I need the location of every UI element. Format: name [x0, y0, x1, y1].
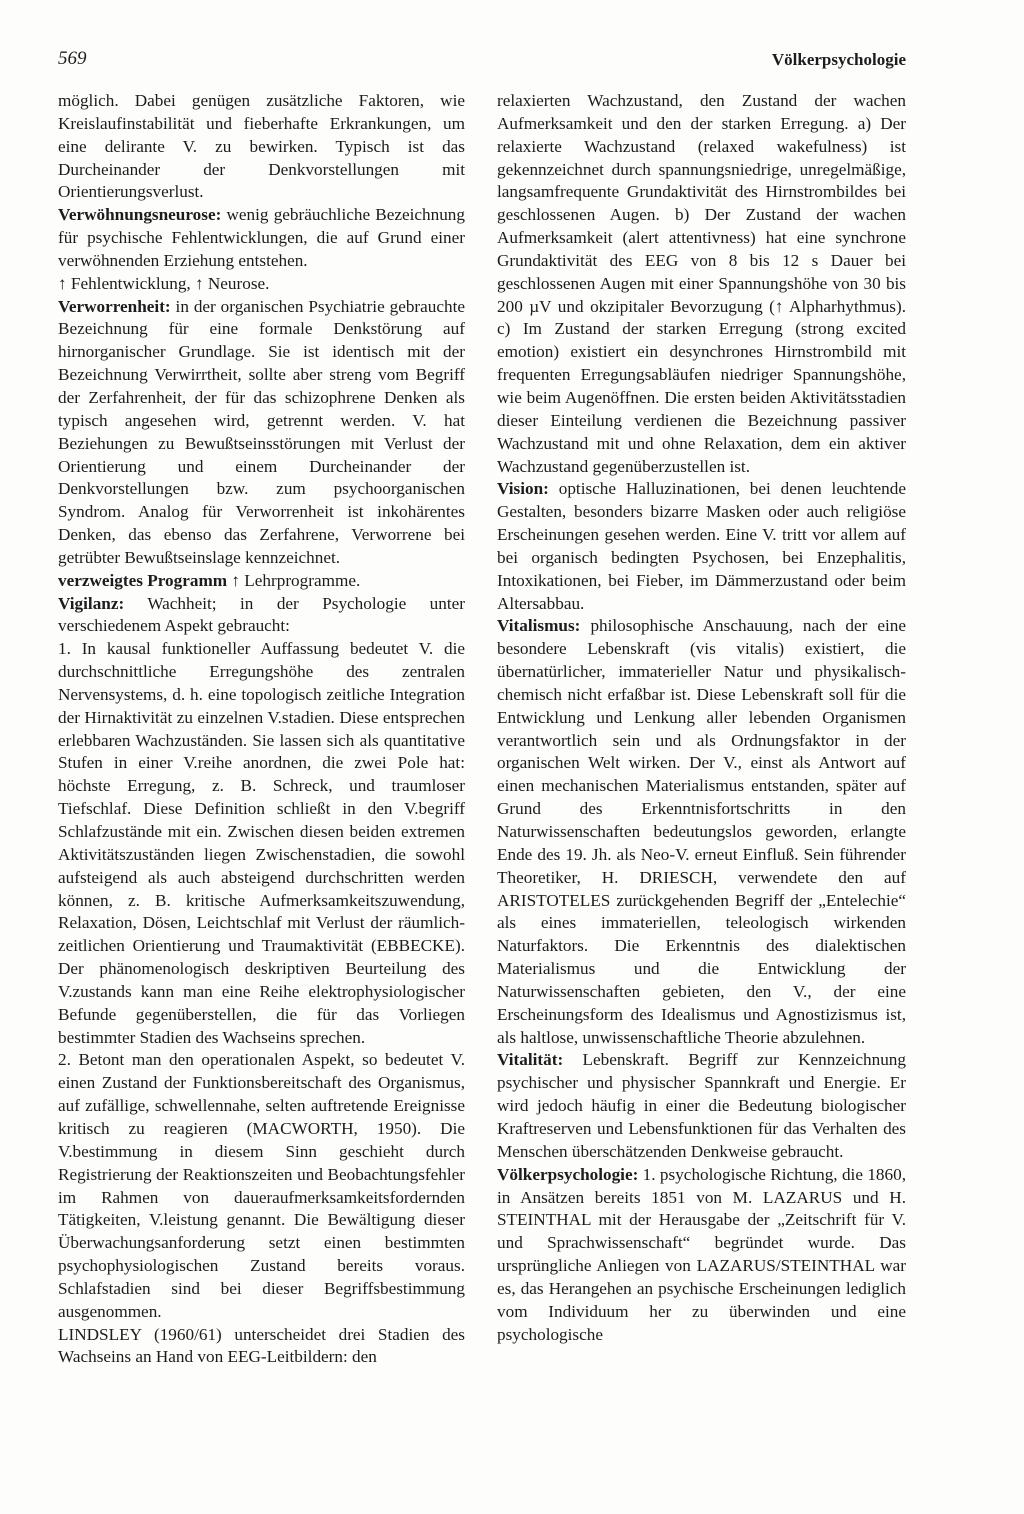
entry-paragraph: möglich. Dabei genügen zusätzliche Faktoren, wie Kreislaufinstabilität und fieberhafte Erkrankungen, um eine delirante V. zu bewirken. Typisch ist das Durcheinander der Denkvorstellungen mit Orientierungsverlust.: [58, 91, 465, 202]
entry-term: Vision:: [497, 479, 549, 499]
entry-paragraph: verzweigtes Programm ↑ Lehrprogramme.: [58, 570, 361, 590]
entry-term: Verwöhnungsneurose:: [58, 205, 222, 225]
entry-paragraph: Völkerpsychologie: 1. psychologische Richtung, die 1860, in Ansätzen bereits 1851 von M. LAZARUS und H. STEINTHAL mit der Herausgabe der „Zeitschrift für V. und Sprachwissenschaft“ begründet wurde. Das ursprüngliche Anliegen von LAZARUS/STEINTHAL war es, das Herangehen an psychische Erscheinungen lediglich vom Individuum her zu überwinden und eine psychologische: [497, 1164, 906, 1344]
left-column: [58, 90, 465, 1369]
entry-paragraph: 2. Betont man den operationalen Aspekt, so bedeutet V. einen Zustand der Funktionsbereitschaft des Organismus, auf zufällige, schwellennahe, selten auftretende Ereignisse kritisch zu reagieren (MACWORTH, 1950). Die V.bestimmung in diesem Sinn geschieht durch Registrierung der Reaktionszeiten und Beobachtungsfehler im Rahmen von daueraufmerksamkeitsfordernden Tätigkeiten, V.leistung genannt. Die Bewältigung dieser Überwachungsanforderung setzt einen bestimmten psychophysiologischen Zustand bereits voraus. Schlafstadien sind bei dieser Begriffsbestimmung ausgenommen.: [58, 1050, 465, 1321]
entry-paragraph: Vision: optische Halluzinationen, bei denen leuchtende Gestalten, besonders bizarre Masken oder auch religiöse Erscheinungen gesehen werden. Eine V. tritt vor allem auf bei organisch bedingten Psychosen, bei Enzephalitis, Intoxikationen, bei Fieber, im Dämmerzustand oder beim Altersabbau.: [497, 479, 906, 613]
right-column: [497, 90, 906, 1346]
entry-paragraph: ↑ Fehlentwicklung, ↑ Neurose.: [58, 273, 270, 293]
page-number: 569: [58, 48, 87, 69]
running-head: Völkerpsychologie: [771, 50, 906, 69]
entry-paragraph: Verwöhnungsneurose: wenig gebräuchliche Bezeichnung für psychische Fehlentwicklungen, die auf Grund einer verwöhnenden Erziehung entstehen.: [58, 205, 465, 270]
entry-term: Vitalismus:: [497, 616, 581, 636]
entry-paragraph: LINDSLEY (1960/61) unterscheidet drei Stadien des Wachseins an Hand von EEG-Leitbildern: den: [58, 1324, 465, 1367]
entry-paragraph: 1. In kausal funktioneller Auffassung bedeutet V. die durchschnittliche Erregungshöhe des zentralen Nervensystems, d. h. eine topologisch zeitliche Integration der Hirnaktivität zu einzelnen V.stadien. Diese entsprechen erlebbaren Wachzuständen. Sie lassen sich als quantitative Stufen in einer V.reihe anordnen, die zwei Pole hat: höchste Erregung, z. B. Schreck, und traumloser Tiefschlaf. Diese Definition schließt in den V.begriff Schlafzustände mit ein. Zwischen diesen beiden extremen Aktivitätszuständen liegen Zwischenstadien, die sowohl aufsteigend als auch absteigend durchschritten werden können, z. B. kritische Aufmerksamkeitszuwendung, Relaxation, Dösen, Leichtschlaf mit Verlust der räumlich-zeitlichen Orientierung und Traumaktivität (EBBECKE). Der phänomenologisch deskriptiven Beurteilung des V.zustands kann man eine Reihe elektrophysiologischer Befunde gegenüberstellen, die für das Vorliegen bestimmter Stadien des Wachseins sprechen.: [58, 639, 465, 1047]
entry-paragraph: Verworrenheit: in der organischen Psychiatrie gebrauchte Bezeichnung für eine formale Denkstörung auf hirnorganischer Grundlage. Sie ist identisch mit der Bezeichnung Verwirrtheit, sollte aber streng vom Begriff der Zerfahrenheit, der für das schizophrene Denken als typisch angesehen wird, getrennt werden. V. hat Beziehungen zu Bewußtseinsstörungen mit Verlust der Orientierung und einem Durcheinander der Denkvorstellungen bzw. zum psychoorganischen Syndrom. Analog für Verworrenheit ist inkohärentes Denken, das ebenso das Zerfahrene, Verworrene bei getrübter Bewußtseinslage kennzeichnet.: [58, 296, 465, 567]
entry-paragraph: Vigilanz: Wachheit; in der Psychologie unter verschiedenem Aspekt gebraucht:: [58, 593, 465, 636]
entry-term: Vitalität:: [497, 1050, 564, 1070]
entry-paragraph: relaxierten Wachzustand, den Zustand der wachen Aufmerksamkeit und den der starken Erregung. a) Der relaxierte Wachzustand (relaxed wakefulness) ist gekennzeichnet durch spannungsniedrige, unregelmäßige, langsamfrequente Grundaktivität des Hirnstrombildes bei geschlossenen Augen. b) Der Zustand der wachen Aufmerksamkeit (alert attentivness) hat eine synchrone Grundaktivität des EEG von 8 bis 12 s Dauer bei geschlossenen Augen mit einer Spannungshöhe von 30 bis 200 µV und okzipitaler Bevorzugung (↑ Alpharhythmus). c) Im Zustand der starken Erregung (strong excited emotion) existiert ein desynchrones Hirnstrombild mit frequenten Erregungsabläufen niedriger Spannungshöhe, wie beim Augenöffnen. Die ersten beiden Aktivitätsstadien dieser Einteilung verdienen die Bezeichnung passiver Wachzustand mit und ohne Relaxation, dem ein aktiver Wachzustand gegenüberzustellen ist.: [497, 91, 906, 476]
entry-paragraph: Vitalität: Lebenskraft. Begriff zur Kennzeichnung psychischer und physischer Spannkraft und Energie. Er wird jedoch häufig in einer die Bedeutung biologischer Kraftreserven und Lebensfunktionen für das Verhalten des Menschen überschätzenden Denkweise gebraucht.: [497, 1050, 906, 1161]
entry-paragraph: Vitalismus: philosophische Anschauung, nach der eine besondere Lebenskraft (vis vitalis) existiert, die übernatürlicher, immaterieller Natur und physikalisch-chemisch nicht erfaßbar ist. Diese Lebenskraft soll für die Entwicklung und Lenkung aller lebenden Organismen verantwortlich sein und als Ordnungsfaktor in der organischen Welt wirken. Der V., einst als Antwort auf einen mechanischen Materialismus entstanden, später auf Grund des Erkenntnisfortschritts in den Naturwissenschaften bedeutungslos geworden, erlangte Ende des 19. Jh. als Neo-V. erneut Einfluß. Sein führender Theoretiker, H. DRIESCH, verwendete den auf ARISTOTELES zurückgehenden Begriff der „Entelechie“ als eines immateriellen, teleologisch wirkenden Naturfaktors. Die Erkenntnis des dialektischen Materialismus und die Entwicklung der Naturwissenschaften gebieten, den V., der eine Erscheinungsform des Idealismus und Agnostizismus ist, als haltlose, unwissenschaftliche Theorie abzulehnen.: [497, 616, 906, 1047]
entry-term: verzweigtes Programm: [58, 570, 228, 590]
entry-term: Verworrenheit:: [58, 296, 171, 316]
entry-term: Völkerpsychologie:: [497, 1164, 639, 1184]
entry-term: Vigilanz:: [58, 593, 125, 613]
